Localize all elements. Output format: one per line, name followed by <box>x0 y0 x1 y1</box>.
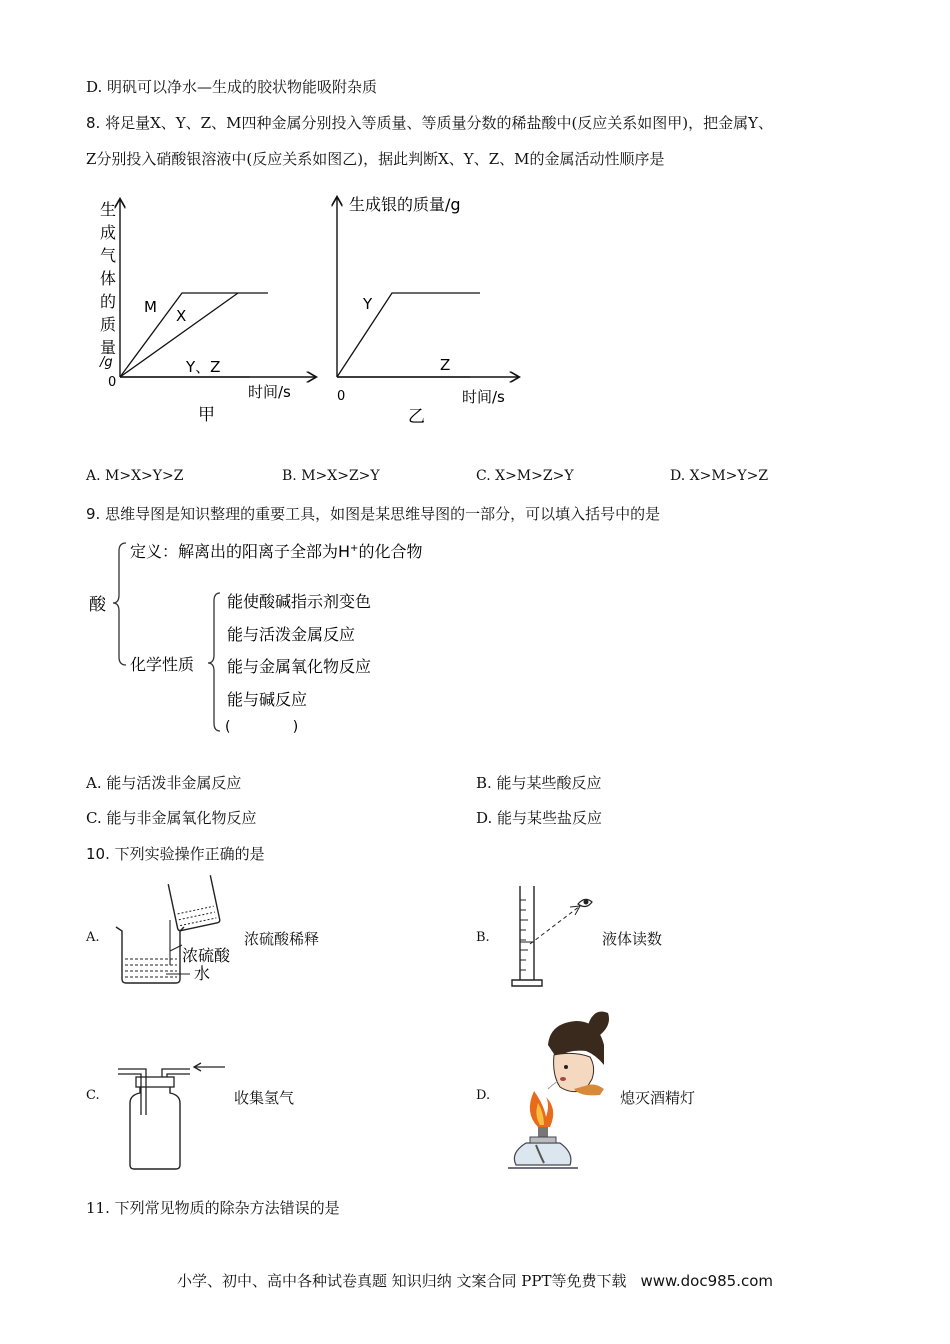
graph-yi-line-y <box>337 293 480 377</box>
graph-jia-origin: 0 <box>108 375 117 390</box>
mind-map-prop-4: 能与碱反应 <box>227 690 308 709</box>
q10-d-illustration <box>500 1005 615 1175</box>
mind-map-root: 酸 <box>89 595 106 615</box>
q8-option-d: D. X>M>Y>Z <box>670 468 769 484</box>
graph-jia-caption: 甲 <box>198 405 215 425</box>
graph-jia-x-label: 时间/s <box>248 383 291 401</box>
q10-b-illustration <box>500 880 595 992</box>
q8-text-1: 将足量X、Y、Z、M四种金属分别投入等质量、等质量分数的稀盐酸中(反应关系如图甲)，把金属Y、 <box>100 114 774 132</box>
q10-c-caption: 收集氢气 <box>234 1089 295 1107</box>
svg-text:的: 的 <box>100 292 117 311</box>
svg-text:质: 质 <box>100 315 117 334</box>
graph-jia-label-m: M <box>144 298 157 316</box>
q10-c-letter: C. <box>86 1088 100 1103</box>
q10-a-caption: 浓硫酸稀释 <box>244 930 320 948</box>
q8-number: 8. <box>86 114 101 132</box>
q9-option-a: A. 能与活泼非金属反应 <box>86 774 242 792</box>
graph-yi-origin: 0 <box>337 389 346 404</box>
q9-text: 思维导图是知识整理的重要工具，如图是某思维导图的一部分，可以填入括号中的是 <box>100 505 661 523</box>
q9-number: 9. <box>86 505 101 523</box>
q11-stem: 11. 下列常见物质的除杂方法错误的是 <box>86 1199 340 1217</box>
q9-option-d: D. 能与某些盐反应 <box>476 809 603 827</box>
q8-option-a: A. M>X>Y>Z <box>86 468 184 484</box>
eye-icon <box>578 899 592 906</box>
page-footer <box>0 1270 950 1291</box>
q10-a-label-acid: 浓硫酸 <box>182 946 231 965</box>
q10-text: 下列实验操作正确的是 <box>109 845 265 863</box>
q10-a-label-water: 水 <box>194 964 211 983</box>
svg-text:体: 体 <box>100 269 117 288</box>
mind-map-prop-2: 能与活泼金属反应 <box>227 625 356 644</box>
mind-map-outer-brace <box>113 543 126 665</box>
graph-yi-y-label: 生成银的质量/g <box>349 195 461 214</box>
footer-site-link[interactable]: www.doc985.com <box>640 1272 774 1290</box>
q9-stem <box>86 503 660 524</box>
q9-option-b: B. 能与某些酸反应 <box>476 774 602 792</box>
q10-b-letter: B. <box>476 930 490 945</box>
mind-map-chem-properties: 化学性质 <box>130 655 195 674</box>
q8-stem-line2: Z分别投入硝酸银溶液中(反应关系如图乙)，据此判断X、Y、Z、M的金属活动性顺序是 <box>86 150 665 168</box>
q8-stem-line1 <box>86 112 773 133</box>
mind-map-prop-3: 能与金属氧化物反应 <box>227 657 372 676</box>
mind-map-inner-brace <box>208 593 220 731</box>
mind-map-prop-1: 能使酸碱指示剂变色 <box>227 592 372 611</box>
q9-option-c: C. 能与非金属氧化物反应 <box>86 809 257 827</box>
graph-yi-label-y: Y <box>363 295 373 313</box>
graph-yi-label-z: Z <box>440 356 451 374</box>
q10-number: 10. <box>86 845 110 863</box>
svg-text:/g: /g <box>100 355 113 370</box>
q10-d-caption: 熄灭酒精灯 <box>620 1089 696 1107</box>
footer-text: 小学、初中、高中各种试卷真题 知识归纳 文案合同 PPT等免费下载 <box>176 1272 627 1290</box>
q10-c-illustration <box>110 1055 235 1175</box>
graph-yi-caption: 乙 <box>408 407 425 427</box>
graph-yi-x-label: 时间/s <box>462 388 505 406</box>
q8-option-c: C. X>M>Z>Y <box>476 468 574 484</box>
svg-text:成: 成 <box>100 223 117 242</box>
q10-b-caption: 液体读数 <box>602 930 663 948</box>
q10-a-letter: A. <box>86 930 100 945</box>
svg-text:生: 生 <box>100 200 117 219</box>
mind-map-blank: ( ) <box>225 719 299 735</box>
q7-option-d: D. 明矾可以净水—生成的胶状物能吸附杂质 <box>86 78 378 96</box>
q10-d-letter: D. <box>476 1088 491 1103</box>
graph-jia-y-label <box>99 200 116 370</box>
svg-text:气: 气 <box>100 246 117 265</box>
graph-jia <box>90 190 330 430</box>
mind-map-definition: 定义：解离出的阳离子全部为H+的化合物 <box>130 542 423 561</box>
graph-jia-label-x: X <box>176 307 187 325</box>
graph-yi <box>320 190 530 430</box>
svg-text:量: 量 <box>100 338 117 357</box>
q10-stem <box>86 843 265 864</box>
graph-jia-label-yz: Y、Z <box>186 358 221 376</box>
q8-option-b: B. M>X>Z>Y <box>282 468 380 484</box>
q10-a-illustration <box>110 875 240 990</box>
mind-map <box>86 535 486 745</box>
